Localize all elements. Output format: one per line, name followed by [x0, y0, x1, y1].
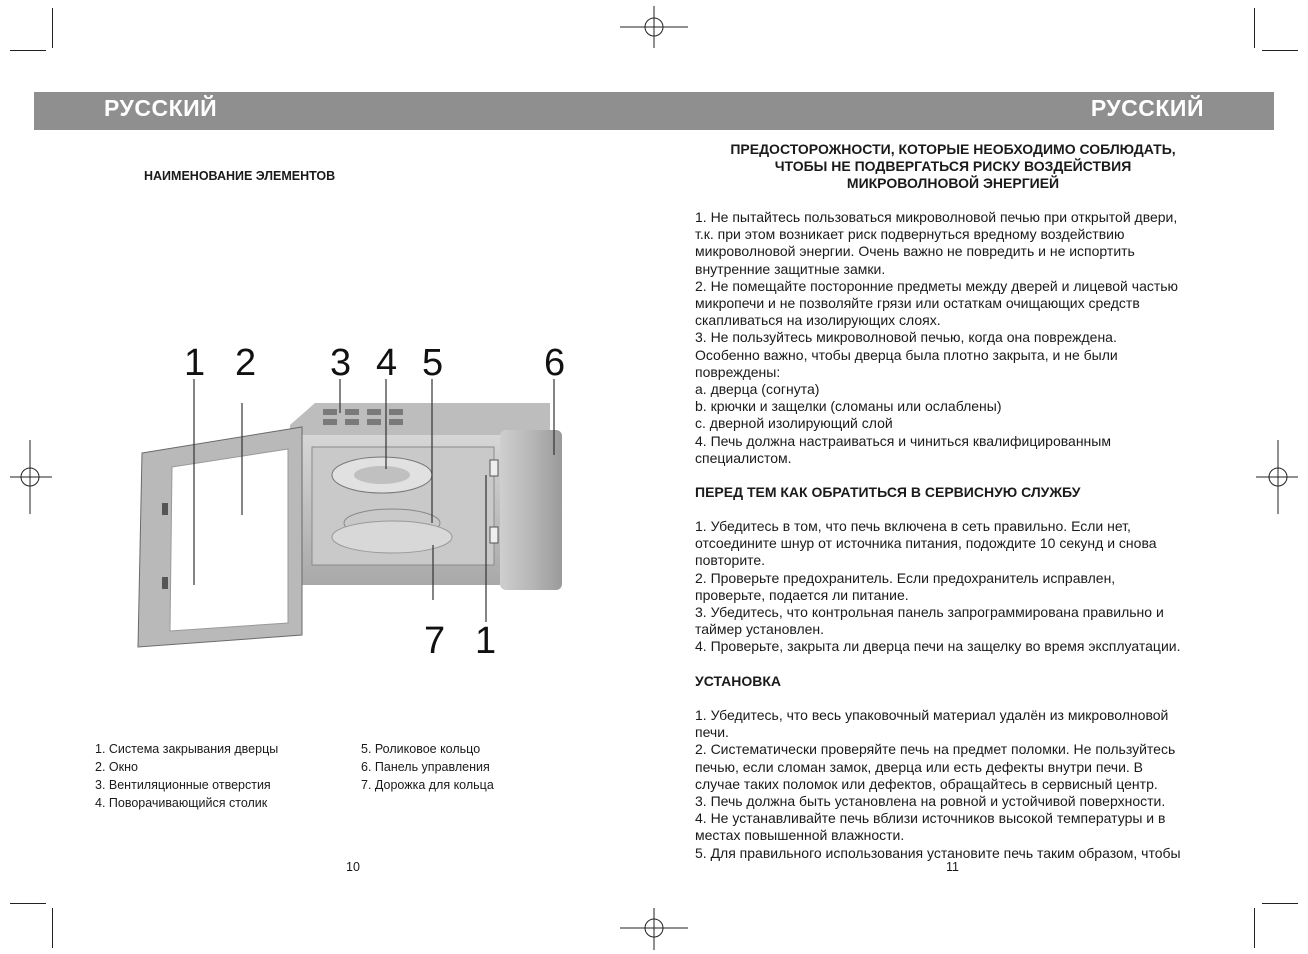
language-label-left: РУССКИЙ — [104, 95, 218, 121]
text-line: 1. Убедитесь, что весь упаковочный материал удалён из микроволновой — [695, 707, 1169, 723]
callout-number-1b: 1 — [475, 620, 497, 662]
section-heading-elements: НАИМЕНОВАНИЕ ЭЛЕМЕНТОВ — [144, 169, 336, 183]
text-line: скапливаться на изолирующих слоях. — [695, 312, 941, 329]
text-line: 1. Убедитесь в том, что печь включена в сеть правильно. Если нет, — [695, 518, 1131, 534]
legend-item: 7. Дорожка для кольца — [361, 778, 494, 792]
callout-number-5: 5 — [422, 342, 444, 384]
text-line: таймер установлен. — [695, 621, 825, 638]
text-line: специалистом. — [695, 449, 792, 466]
text-line: проверьте, подается ли питание. — [695, 586, 909, 603]
text-line: повторите. — [695, 552, 766, 569]
text-line: местах повышенной влажности. — [695, 827, 905, 844]
callout-number-3: 3 — [330, 342, 352, 384]
header-bar — [34, 92, 1274, 130]
turntable-center — [354, 466, 410, 484]
text-line: c. дверной изолирующий слой — [695, 415, 893, 432]
text-line: повреждены: — [695, 363, 781, 380]
section-heading-installation: УСТАНОВКА — [695, 673, 782, 689]
text-line: случае таких поломок или дефектов, обращайтесь в сервисный центр. — [695, 775, 1158, 792]
text-line: 4. Печь должна настраиваться и чиниться квалифицированным — [695, 432, 1111, 449]
legend-item: 6. Панель управления — [361, 760, 490, 774]
microwave-diagram — [120, 335, 580, 665]
callout-number-4: 4 — [376, 342, 398, 384]
legend-item: 5. Роликовое кольцо — [361, 742, 481, 756]
text-line: т.к. при этом возникает риск подвернуться вредному воздействию — [695, 226, 1125, 243]
door-latch — [162, 503, 168, 515]
text-line: a. дверца (согнута) — [695, 381, 820, 398]
control-panel — [500, 430, 562, 590]
text-line: микропечи и не позволяйте грязи или остаткам очищающих средств — [695, 295, 1140, 312]
legend-item: 2. Окно — [95, 760, 138, 774]
service-text — [695, 518, 1215, 656]
text-line: 4. Не устанавливайте печь вблизи источников высокой температуры и в — [695, 810, 1166, 827]
installation-text — [695, 707, 1215, 862]
precautions-title — [690, 141, 1216, 192]
page-number-left: 10 — [346, 860, 360, 874]
text-line: 1. Не пытайтесь пользоваться микроволновой печью при открытой двери, — [695, 209, 1178, 225]
text-line: 4. Проверьте, закрыта ли дверца печи на защелку во время эксплуатации. — [695, 638, 1181, 655]
door-window — [170, 449, 288, 631]
language-label-right: РУССКИЙ — [1090, 95, 1204, 121]
legend-item: 4. Поворачивающийся столик — [95, 796, 268, 810]
legend-item: 3. Вентиляционные отверстия — [95, 778, 271, 792]
section-heading-service: ПЕРЕД ТЕМ КАК ОБРАТИТЬСЯ В СЕРВИСНУЮ СЛУЖБУ — [695, 484, 1081, 500]
legend-item: 1. Система закрывания дверцы — [95, 742, 279, 756]
text-line: 2. Проверьте предохранитель. Если предохранитель исправлен, — [695, 569, 1116, 586]
callout-number-1: 1 — [184, 342, 206, 384]
latch-hook — [490, 527, 498, 543]
legend-column-2 — [361, 740, 494, 794]
door-latch — [162, 577, 168, 589]
title-line: МИКРОВОЛНОВОЙ ЭНЕРГИЕЙ — [846, 175, 1060, 191]
text-line: Особенно важно, чтобы дверца была плотно закрыта, и не были — [695, 346, 1118, 363]
precautions-text — [695, 209, 1215, 467]
page-number-right: 11 — [946, 860, 959, 874]
legend-column-1 — [95, 740, 278, 812]
title-line: ПРЕДОСТОРОЖНОСТИ, КОТОРЫЕ НЕОБХОДИМО СОБЛЮДАТЬ, — [730, 141, 1176, 157]
text-line: отсоедините шнур от источника питания, подождите 10 секунд и снова — [695, 535, 1157, 552]
text-line: 3. Убедитесь, что контрольная панель запрограммирована правильно и — [695, 604, 1164, 621]
text-line: 5. Для правильного использования установите печь таким образом, чтобы — [695, 844, 1181, 861]
text-line: 2. Не помещайте посторонние предметы между дверей и лицевой частью — [695, 277, 1179, 294]
text-line: печью, если сломан замок, дверца или есть дефекты внутри печи. В — [695, 758, 1144, 775]
callout-number-2: 2 — [235, 342, 257, 384]
callout-number-7: 7 — [424, 620, 446, 662]
callout-number-6: 6 — [544, 342, 566, 384]
text-line: внутренние защитные замки. — [695, 260, 886, 277]
text-line: 3. Не пользуйтесь микроволновой печью, когда она повреждена. — [695, 329, 1117, 346]
text-line: печи. — [695, 724, 729, 741]
text-line: микроволновой энергии. Очень важно не повредить и не испортить — [695, 243, 1135, 260]
latch-hook — [490, 460, 498, 476]
text-line: b. крючки и защелки (сломаны или ослаблены) — [695, 398, 1002, 415]
ring-track — [332, 521, 452, 553]
text-line: 3. Печь должна быть установлена на ровной и устойчивой поверхности. — [695, 793, 1166, 810]
title-line: ЧТОБЫ НЕ ПОДВЕРГАТЬСЯ РИСКУ ВОЗДЕЙСТВИЯ — [774, 158, 1132, 174]
text-line: 2. Систематически проверяйте печь на предмет поломки. Не пользуйтесь — [695, 741, 1176, 758]
